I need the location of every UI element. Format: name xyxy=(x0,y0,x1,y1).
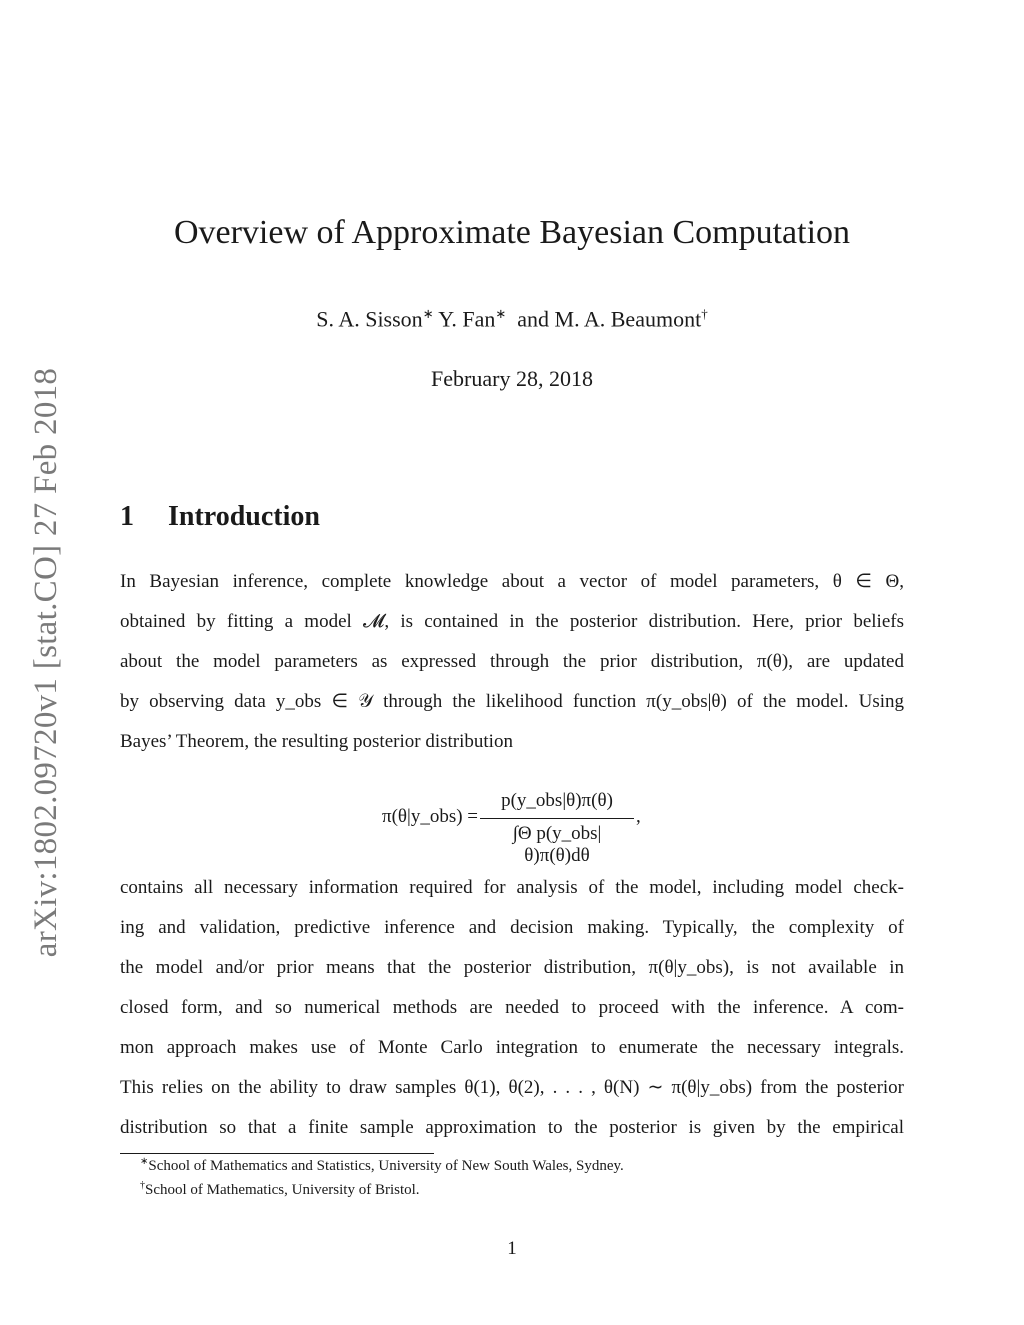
author-2: Y. Fan xyxy=(438,306,496,332)
section-heading xyxy=(120,501,320,533)
footnote-2-mark: † xyxy=(140,1180,145,1191)
author-connector: and xyxy=(517,306,550,332)
paragraph-2-line-1: contains all necessary information required for analysis of the model, including model check- xyxy=(120,877,904,898)
footnote-rule xyxy=(120,1153,434,1154)
paragraph-1-line-5: Bayes’ Theorem, the resulting posterior distribution xyxy=(120,731,513,752)
author-1: S. A. Sisson xyxy=(316,306,423,332)
equation-fraction xyxy=(480,790,634,867)
paragraph-1-line-4: by observing data y_obs ∈ 𝒴 through the likelihood function π(y_obs|θ) of the model. Using xyxy=(120,691,904,712)
page-number: 1 xyxy=(507,1238,517,1259)
section-number: 1 xyxy=(120,501,134,532)
paragraph-2 xyxy=(120,868,904,1148)
footnote-2 xyxy=(140,1180,420,1199)
paragraph-2-line-4: closed form, and so numerical methods are needed to proceed with the inference. A com- xyxy=(120,997,904,1018)
author-3-mark: † xyxy=(701,306,708,321)
paper-title: Overview of Approximate Bayesian Computation xyxy=(173,214,851,251)
paragraph-2-line-2: ing and validation, predictive inference and decision making. Typically, the complexity of xyxy=(120,917,904,938)
author-line xyxy=(0,306,1024,332)
fraction-bar xyxy=(480,818,634,819)
footnote-2-text: School of Mathematics, University of Bristol. xyxy=(145,1182,420,1198)
paragraph-1-line-1: In Bayesian inference, complete knowledge about a vector of model parameters, θ ∈ Θ, xyxy=(120,571,904,592)
footnote-1-mark: ∗ xyxy=(140,1156,149,1167)
equation-lhs: π(θ|y_obs) = xyxy=(382,806,479,827)
equation-denominator: ∫Θ p(y_obs|θ)π(θ)dθ xyxy=(512,823,602,866)
footnote-1 xyxy=(140,1156,624,1175)
paragraph-2-line-7: distribution so that a finite sample approximation to the posterior is given by the empirical xyxy=(120,1117,904,1138)
paper-date: February 28, 2018 xyxy=(431,366,593,391)
author-1-mark: ∗ xyxy=(422,306,434,321)
equation-numerator: p(y_obs|θ)π(θ) xyxy=(501,790,613,811)
bayes-equation xyxy=(0,786,1024,866)
paragraph-1-line-3: about the model parameters as expressed through the prior distribution, π(θ), are updated xyxy=(120,651,904,672)
section-title: Introduction xyxy=(168,501,320,532)
equation-trailing: , xyxy=(636,806,641,827)
arxiv-stamp-text: arXiv:1802.09720v1 [stat.CO] 27 Feb 2018 xyxy=(28,367,65,958)
paragraph-2-line-5: mon approach makes use of Monte Carlo integration to enumerate the necessary integrals. xyxy=(120,1037,904,1058)
paragraph-1 xyxy=(120,562,904,762)
paragraph-1-line-2: obtained by fitting a model 𝓜, is contained in the posterior distribution. Here, prior beliefs xyxy=(120,611,904,632)
arxiv-stamp xyxy=(20,0,74,1325)
paragraph-2-line-6: This relies on the ability to draw samples θ(1), θ(2), . . . , θ(N) ∼ π(θ|y_obs) from the posterior xyxy=(120,1077,904,1098)
author-2-mark: ∗ xyxy=(495,306,507,321)
paragraph-2-line-3: the model and/or prior means that the posterior distribution, π(θ|y_obs), is not available in xyxy=(120,957,904,978)
author-3: M. A. Beaumont xyxy=(554,306,702,332)
footnote-1-text: School of Mathematics and Statistics, University of New South Wales, Sydney. xyxy=(148,1158,624,1174)
